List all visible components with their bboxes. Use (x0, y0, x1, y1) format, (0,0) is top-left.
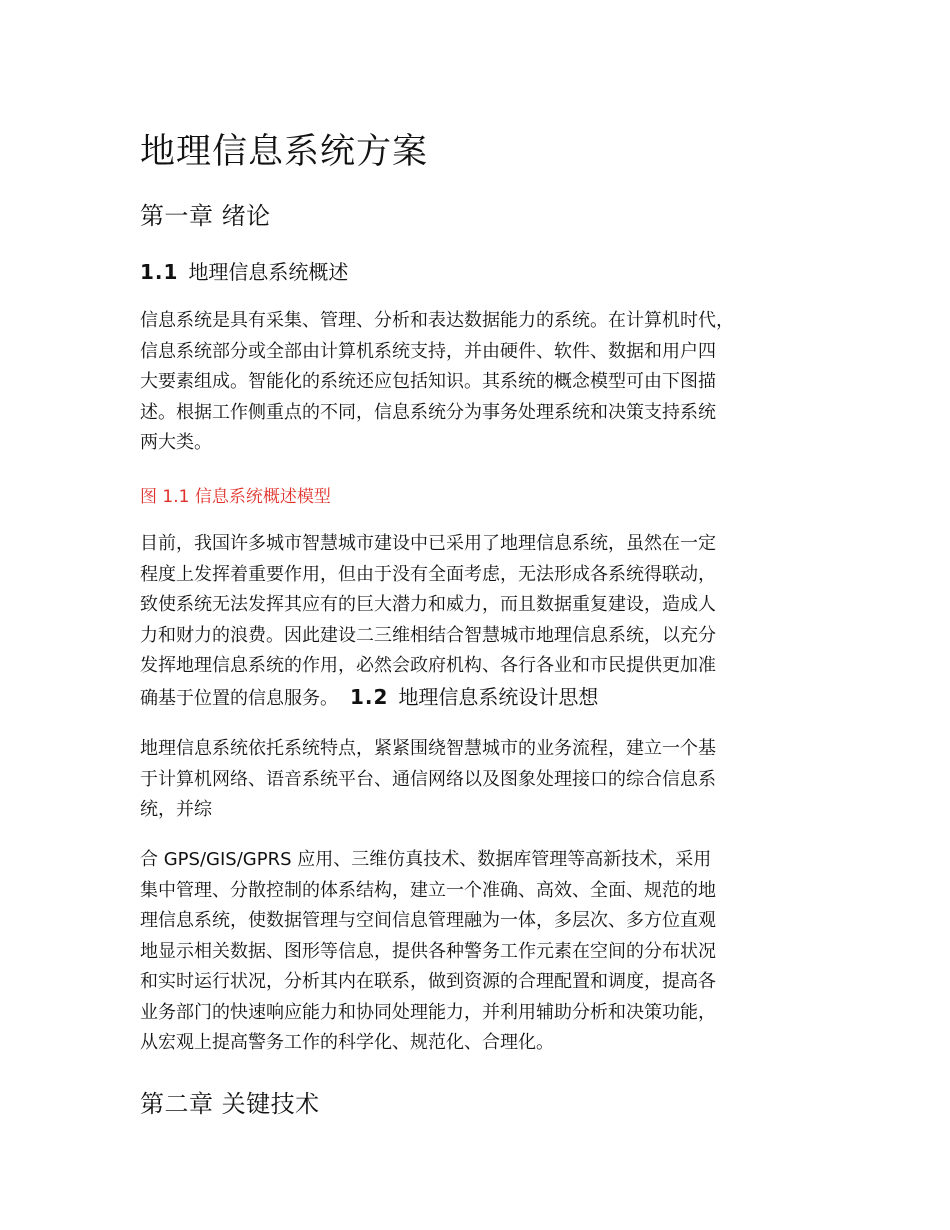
paragraph-2 (140, 529, 840, 714)
paragraph-line: 目前，我国许多城市智慧城市建设中已采用了地理信息系统，虽然在一定 (140, 533, 716, 554)
paragraph-line: 统，并综 (140, 799, 212, 820)
paragraph-line: 力和财力的浪费。因此建设二三维相结合智慧城市地理信息系统，以充分 (140, 624, 716, 646)
paragraph-line: 于计算机网络、语音系统平台、通信网络以及图象处理接口的综合信息系 (140, 768, 716, 790)
paragraph-line: 述。根据工作侧重点的不同，信息系统分为事务处理系统和决策支持系统 (140, 401, 716, 423)
paragraph-line: 发挥地理信息系统的作用，必然会政府机构、各行各业和市民提供更加准 (140, 655, 716, 676)
section-1-2-title: 地理信息系统设计思想 (398, 684, 599, 709)
paragraph-line: 地理信息系统依托系统特点，紧紧围绕智慧城市的业务流程，建立一个基 (140, 738, 716, 759)
section-1-2-number: 1.2 (350, 684, 389, 709)
chapter-1-heading: 第一章 绪论 (140, 202, 271, 230)
paragraph-3 (140, 734, 840, 826)
paragraph-line: 信息系统部分或全部由计算机系统支持，并由硬件、软件、数据和用户四 (140, 340, 716, 362)
section-1-2-heading (350, 685, 598, 709)
paragraph-line: 理信息系统，使数据管理与空间信息管理融为一体，多层次、多方位直观 (140, 910, 716, 931)
paragraph-4 (140, 845, 840, 1059)
paragraph-line: 两大类。 (140, 432, 212, 453)
paragraph-line: 合 GPS/GIS/GPRS 应用、三维仿真技术、数据库管理等高新技术，采用 (140, 849, 712, 870)
paragraph-line: 程度上发挥着重要作用，但由于没有全面考虑，无法形成各系统得联动， (140, 563, 716, 585)
paragraph-line-with-inline-heading (140, 682, 840, 715)
paragraph-2-last-text: 确基于位置的信息服务。 (140, 687, 338, 709)
paragraph-line: 集中管理、分散控制的体系结构，建立一个准确、高效、全面、规范的地 (140, 879, 716, 901)
paragraph-line: 业务部门的快速响应能力和协同处理能力，并利用辅助分析和决策功能， (140, 1001, 716, 1023)
paragraph-1 (140, 306, 840, 459)
chapter-2-heading: 第二章 关键技术 (140, 1090, 320, 1118)
document-title: 地理信息系统方案 (140, 132, 429, 172)
section-1-1-number: 1.1 (140, 260, 179, 284)
paragraph-line: 致使系统无法发挥其应有的巨大潜力和威力，而且数据重复建设，造成人 (140, 594, 716, 615)
paragraph-line: 和实时运行状况，分析其内在联系，做到资源的合理配置和调度，提高各 (140, 971, 716, 992)
paragraph-line: 从宏观上提高警务工作的科学化、规范化、合理化。 (140, 1032, 554, 1053)
section-1-1-title: 地理信息系统概述 (188, 260, 349, 284)
paragraph-line: 信息系统是具有采集、管理、分析和表达数据能力的系统。在计算机时代， (140, 310, 734, 331)
section-1-1-heading (140, 256, 348, 285)
paragraph-line: 地显示相关数据、图形等信息，提供各种警务工作元素在空间的分布状况 (140, 940, 716, 962)
figure-caption: 图 1.1 信息系统概述模型 (140, 487, 331, 507)
paragraph-line: 大要素组成。智能化的系统还应包括知识。其系统的概念模型可由下图描 (140, 371, 716, 392)
